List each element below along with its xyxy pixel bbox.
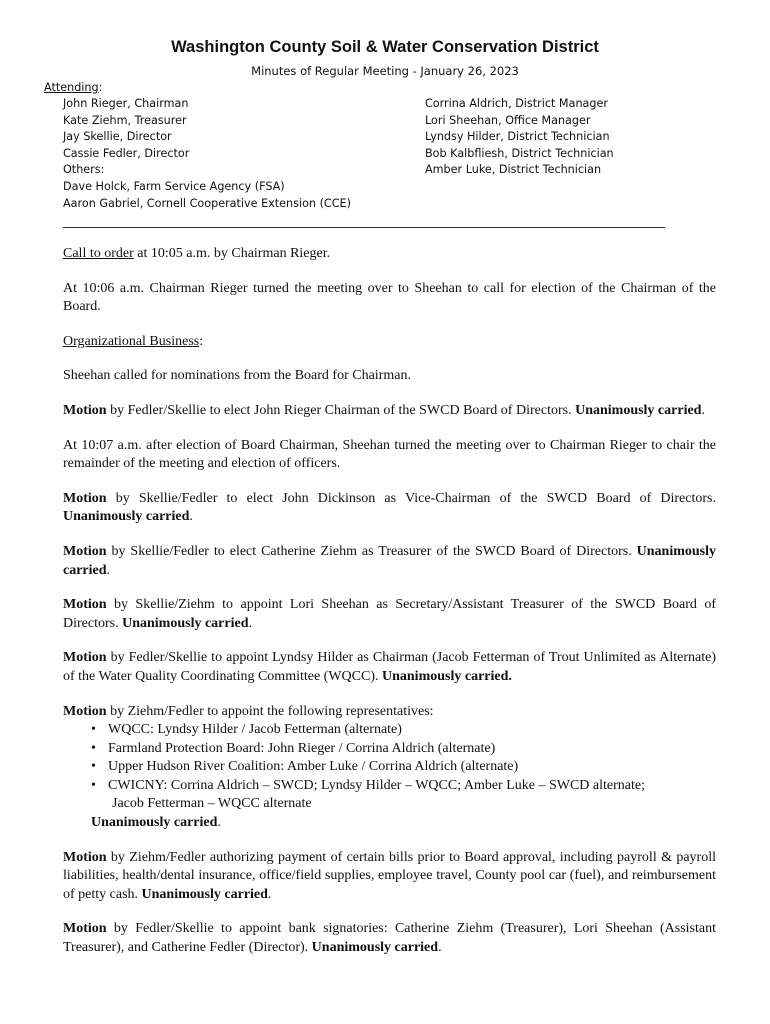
attendee: Cassie Fedler, Director [63,146,190,160]
attendee: Jay Skellie, Director [63,130,172,144]
attendee: Kate Ziehm, Treasurer [63,113,187,127]
heading-colon: : [199,333,204,349]
attendee: Corrina Aldrich, District Manager [425,97,608,110]
motion-line [63,703,716,722]
motion-paragraph [63,920,716,957]
carried-label: Unanimously carried. [382,668,512,684]
attendee: Bob Kalbfliesh, District Technician [425,146,614,160]
representatives-list [63,721,716,814]
carried-label: Unanimously carried [63,509,190,525]
motion-paragraph [63,849,716,905]
motion-label: Motion [63,650,107,666]
period: . [267,886,272,902]
bullet-icon: • [91,759,96,775]
meeting-subtitle: Minutes of Regular Meeting - January 26, 2023 [251,64,519,78]
motion-text: by Skellie/Ziehm to appoint Lori Sheehan as Secretary/Assistant Treasurer of the SWCD Board of Directors. [63,597,716,631]
motion-label: Motion [63,490,107,506]
list-item-text: WQCC: Lyndsy Hilder / Jacob Fetterman (alternate) [108,722,402,738]
attending-heading [44,80,102,97]
document-title: Washington County Soil & Water Conservation District [171,38,599,56]
attendee: Dave Holck, Farm Service Agency (FSA) [63,179,285,193]
minutes-body [63,245,716,974]
paragraph-text: at 10:05 a.m. by Chairman Rieger. [133,246,331,261]
motion-text: by Fedler/Skellie to appoint Lyndsy Hilder as Chairman (Jacob Fetterman of Trout Unlimited as Alternate) of the Water Quality Coordinating Committee (WQCC). [63,650,716,684]
list-item-continuation: Jacob Fetterman – WQCC alternate [112,796,312,812]
period: . [106,562,111,578]
motion-label: Motion [63,597,107,613]
carried-label: Unanimously carried [141,886,268,902]
motion-text: by Fedler/Skellie to appoint bank signatories: Catherine Ziehm (Treasurer), Lori Sheehan (Assistant Treasurer), and Catherine Fedler (Director). [63,921,716,956]
motion-text: by Ziehm/Fedler authorizing payment of certain bills prior to Board approval, including payroll & payroll liabilities, health/dental insurance, office/field supplies, employee travel, County pool car (fuel), and reimbursement of petty cash. [63,849,716,902]
bullet-icon: • [91,722,96,738]
list-item [63,721,716,740]
carried-label: Unanimously carried [122,615,249,631]
list-item-text: Farmland Protection Board: John Rieger / Corrina Aldrich (alternate) [108,740,496,756]
motion-text: by Skellie/Fedler to elect Catherine Ziehm as Treasurer of the SWCD Board of Directors. [106,543,637,559]
carried-label: Unanimously carried [311,940,439,956]
attendee: Aaron Gabriel, Cornell Cooperative Extension (CCE) [63,196,351,210]
bullet-icon: • [91,740,96,756]
period: . [438,940,442,956]
period: . [217,815,221,831]
motion-paragraph [63,402,716,421]
attending-label: Attending [44,81,99,94]
call-to-order-label: Call to order [63,246,134,261]
period: . [189,509,193,525]
organizational-business-label: Organizational Business [63,333,200,349]
list-item [63,758,716,777]
attendee: Lyndsy Hilder, District Technician [425,130,610,144]
bullet-icon: • [91,777,96,793]
attendee: Amber Luke, District Technician [425,163,602,177]
separator-line [63,227,665,228]
others-label: Others: [63,163,105,177]
carried-line [63,814,716,833]
paragraph: At 10:07 a.m. after election of Board Chairman, Sheehan turned the meeting over to Chairman Rieger to chair the remainder of the meeting and election of officers. [63,437,716,472]
motion-text: by Fedler/Skellie to elect John Rieger Chairman of the SWCD Board of Directors. [106,402,576,418]
motion-paragraph [63,649,716,686]
attendee: Lori Sheehan, Office Manager [425,113,591,127]
motion-label: Motion [63,921,107,937]
period: . [701,402,705,418]
paragraph: At 10:06 a.m. Chairman Rieger turned the meeting over to Sheehan to call for election of the Chairman of the Board. [63,280,716,315]
list-item-text: Upper Hudson River Coalition: Amber Luke / Corrina Aldrich (alternate) [108,759,519,775]
carried-label: Unanimously carried [91,815,218,831]
list-item [63,777,716,814]
attending-colon: : [98,81,103,94]
list-item-text: CWICNY: Corrina Aldrich – SWCD; Lyndsy Hilder – WQCC; Amber Luke – SWCD alternate; [108,777,645,793]
motion-paragraph [63,543,716,580]
paragraph: Sheehan called for nominations from the Board for Chairman. [63,368,411,384]
list-item [63,740,716,759]
carried-label: Unanimously carried [63,543,716,578]
representatives-motion [63,703,716,833]
motion-label: Motion [63,402,107,418]
motion-paragraph [63,596,716,633]
motion-label: Motion [63,543,107,559]
motion-text: by Skellie/Fedler to elect John Dickinson as Vice-Chairman of the SWCD Board of Directors. [106,490,716,506]
organizational-business-heading [63,333,716,352]
attendees-left-column [63,96,351,212]
motion-paragraph [63,490,716,527]
period: . [248,615,252,631]
attendees-right-column [425,96,614,179]
carried-label: Unanimously carried [575,402,702,418]
motion-text: by Ziehm/Fedler to appoint the following representatives: [106,703,434,719]
call-to-order-paragraph [63,245,716,264]
motion-label: Motion [63,703,107,719]
attendee: John Rieger, Chairman [63,97,189,110]
motion-label: Motion [63,849,107,865]
